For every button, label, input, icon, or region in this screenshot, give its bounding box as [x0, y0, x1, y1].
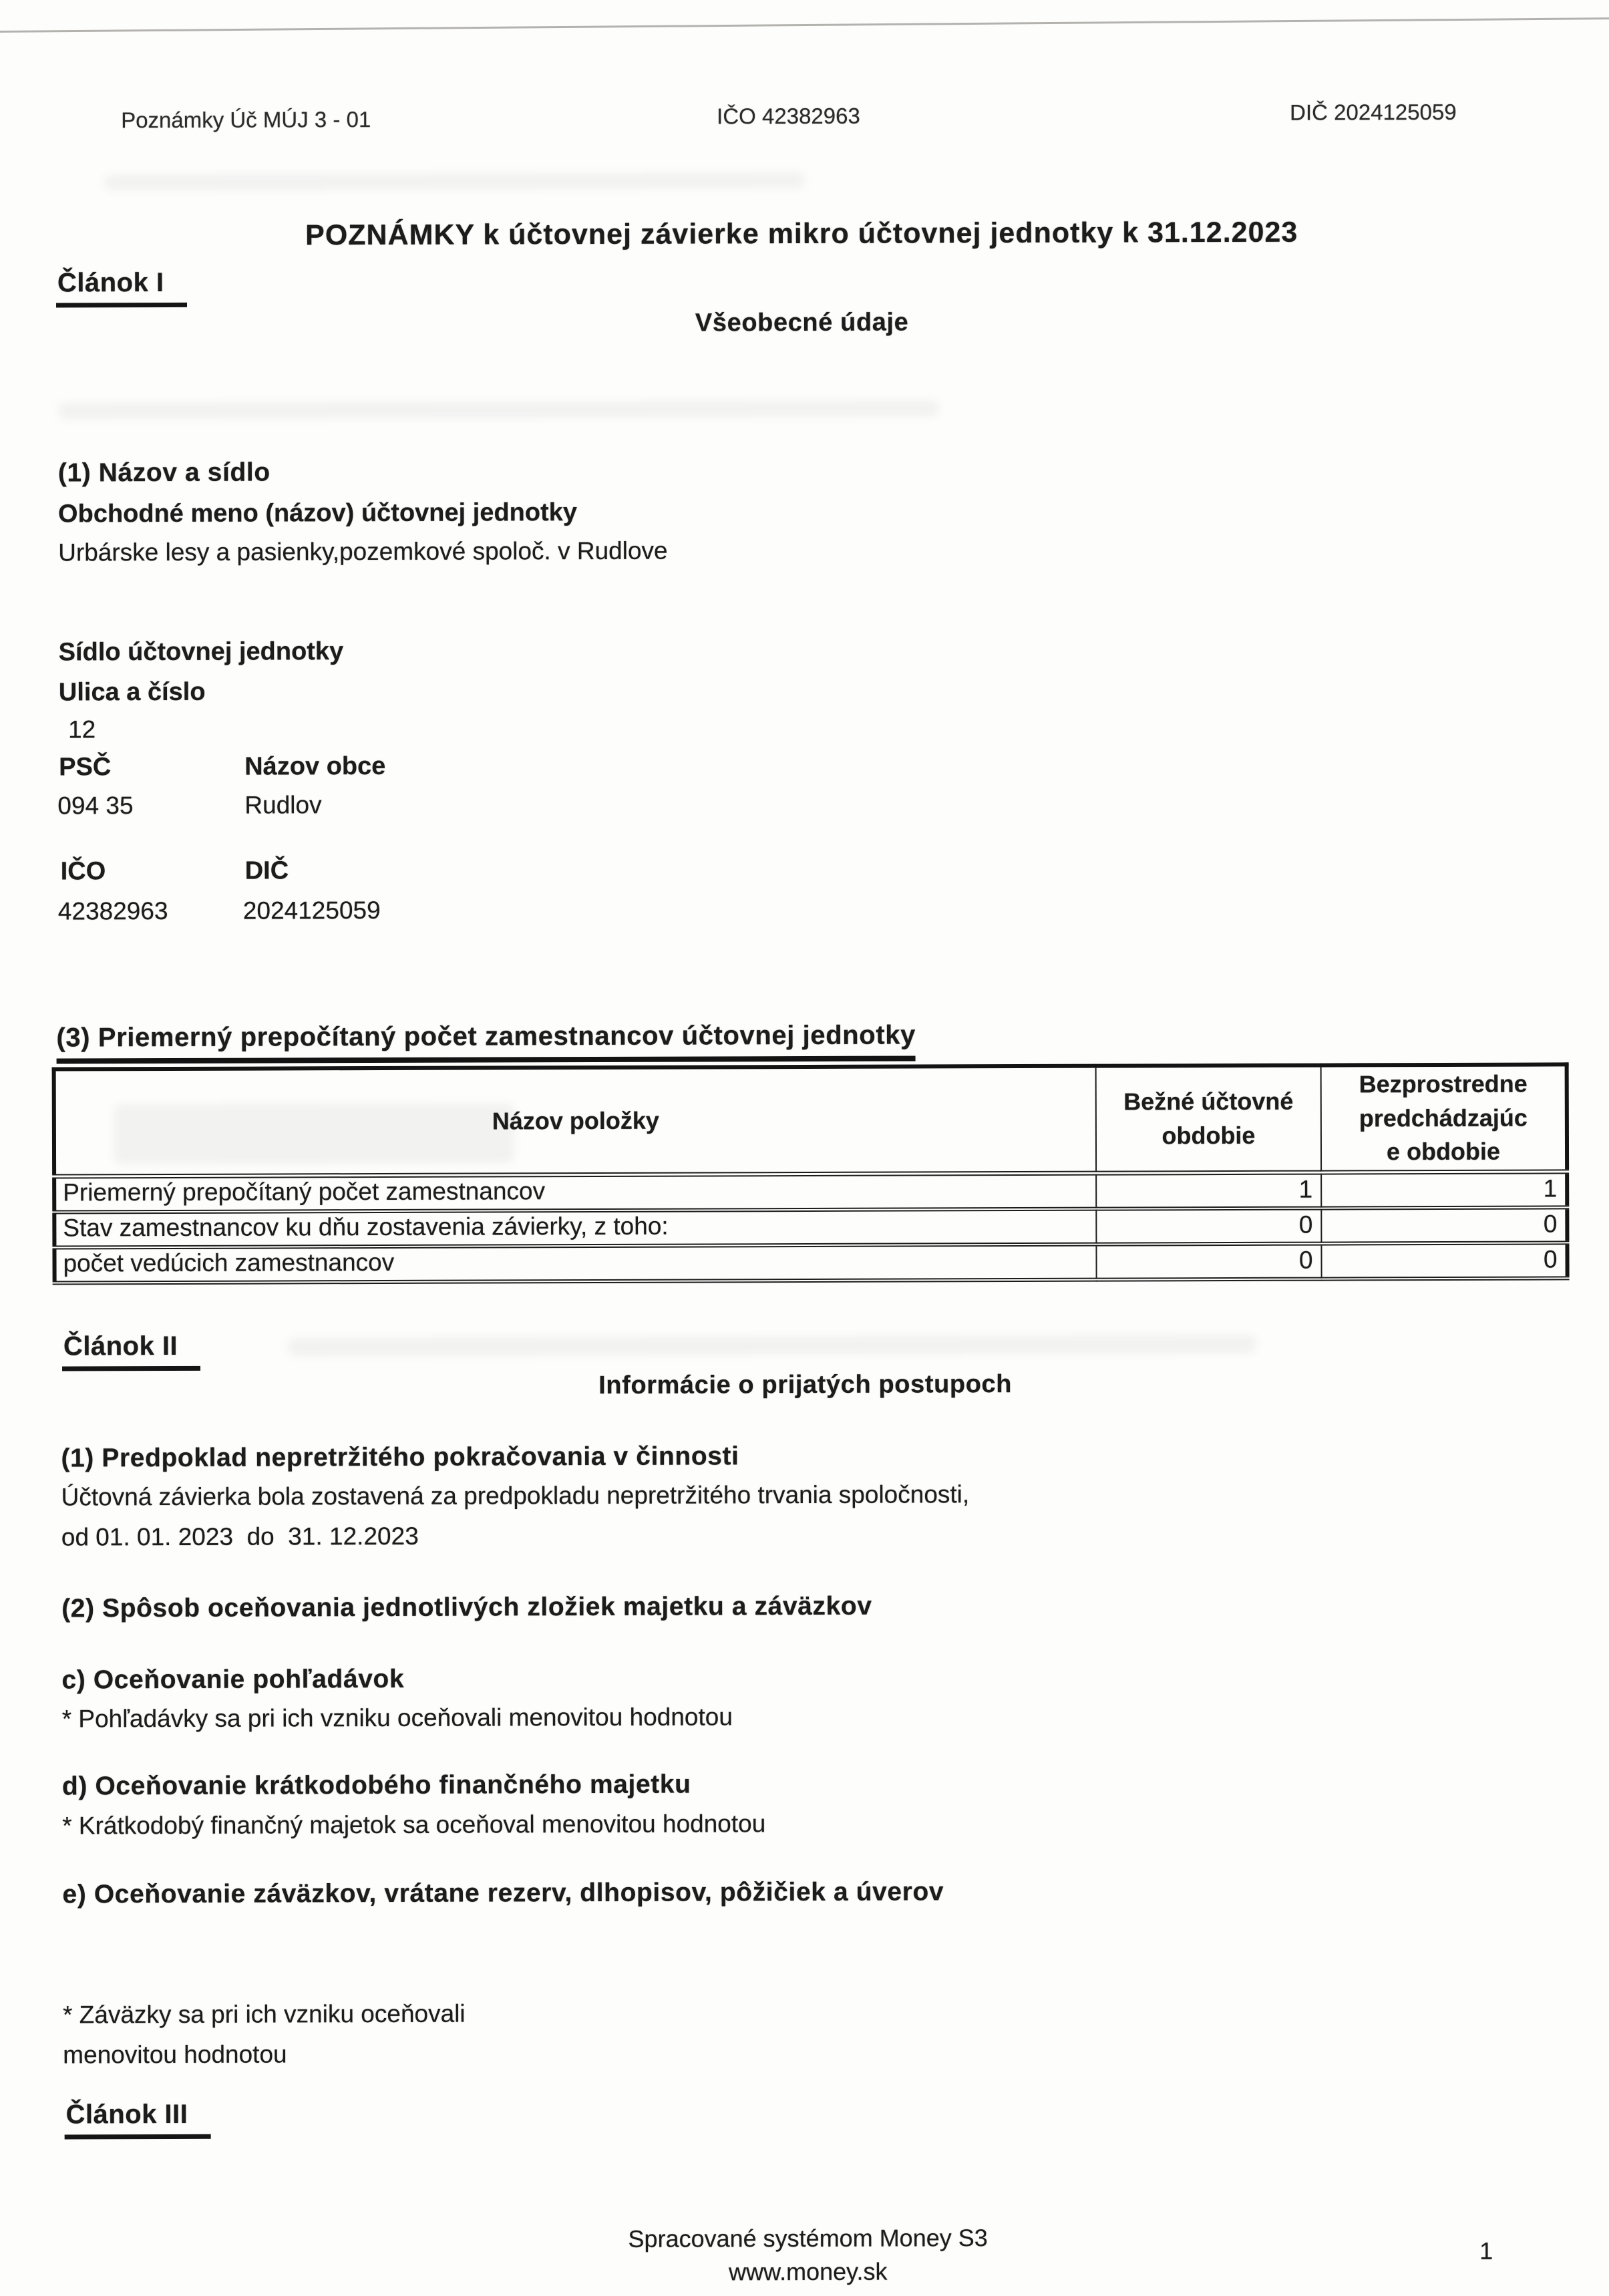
- form-code: Poznámky Úč MÚJ 3 - 01: [121, 107, 371, 133]
- seat-heading: Sídlo účtovnej jednotky: [58, 637, 344, 667]
- receivables-heading: c) Oceňovanie pohľadávok: [61, 1664, 405, 1695]
- row-current-value: 0: [1096, 1208, 1321, 1244]
- table-header-row: [54, 1064, 1567, 1176]
- table-row: [54, 1243, 1567, 1283]
- article-1-heading-wrap: [56, 268, 187, 299]
- accounting-period: od 01. 01. 2023 do 31. 12.2023: [61, 1522, 419, 1551]
- street-value: 12: [67, 715, 96, 744]
- town-label: Názov obce: [244, 752, 386, 781]
- valuation-heading: (2) Spôsob oceňovania jednotlivých zložiek majetku a záväzkov: [61, 1591, 872, 1623]
- short-term-assets-heading: d) Oceňovanie krátkodobého finančného majetku: [61, 1770, 691, 1801]
- employees-heading-wrap: [56, 1020, 916, 1053]
- table-col-header-item-name: Názov položky: [54, 1066, 1096, 1176]
- receivables-text: * Pohľadávky sa pri ich vzniku oceňovali menovitou hodnotou: [61, 1703, 733, 1733]
- going-concern-text: Účtovná závierka bola zostavená za predpokladu nepretržitého trvania spoločnosti,: [61, 1480, 970, 1511]
- town-value: Rudlov: [244, 791, 322, 819]
- ico-label: IČO: [60, 857, 106, 886]
- short-term-assets-text: * Krátkodobý finančný majetok sa oceňoval menovitou hodnotou: [62, 1810, 766, 1840]
- scan-smudge: [104, 172, 805, 190]
- row-current-value: 0: [1096, 1243, 1321, 1279]
- table-col-header-previous-period: Bezprostredne predchádzajúc e obdobie: [1321, 1064, 1568, 1172]
- general-info-subtitle: Všeobecné údaje: [695, 308, 909, 337]
- psc-label: PSČ: [59, 753, 112, 782]
- employees-heading: (3) Priemerný prepočítaný počet zamestnancov účtovnej jednotky: [56, 1020, 916, 1063]
- liabilities-heading: e) Oceňovanie záväzkov, vrátane rezerv, dlhopisov, pôžičiek a úverov: [62, 1877, 944, 1909]
- going-concern-heading: (1) Predpoklad nepretržitého pokračovania v činnosti: [61, 1442, 739, 1473]
- ico-number: IČO 42382963: [717, 103, 860, 129]
- psc-value: 094 35: [57, 792, 134, 820]
- scan-smudge: [57, 400, 939, 419]
- dic-value: 2024125059: [242, 896, 381, 925]
- table-row: [54, 1207, 1567, 1247]
- employees-table: [52, 1062, 1570, 1285]
- row-label: počet vedúcich zamestnancov: [54, 1244, 1096, 1283]
- document-title: POZNÁMKY k účtovnej závierke mikro účtovnej jednotky k 31.12.2023: [305, 216, 1298, 252]
- dic-label: DIČ: [244, 856, 289, 885]
- table-row: [54, 1171, 1567, 1212]
- street-label: Ulica a číslo: [58, 677, 206, 707]
- row-label: Priemerný prepočítaný počet zamestnancov: [54, 1173, 1096, 1212]
- article-1-heading: Článok I: [56, 268, 187, 308]
- article-2-heading: Článok II: [62, 1331, 200, 1371]
- footer-system-note: Spracované systémom Money S3: [628, 2224, 988, 2253]
- dic-number: DIČ 2024125059: [1290, 99, 1457, 125]
- table-col-header-current-period: Bežné účtovné obdobie: [1096, 1065, 1322, 1173]
- liabilities-text-line1: * Záväzky sa pri ich vzniku oceňovali: [63, 1999, 466, 2029]
- procedures-subtitle: Informácie o prijatých postupoch: [598, 1370, 1013, 1400]
- article-3-heading-wrap: [64, 2100, 210, 2130]
- article-3-heading: Článok III: [64, 2100, 210, 2140]
- liabilities-text-line2: menovitou hodnotou: [63, 2040, 287, 2069]
- scan-smudge: [288, 1335, 1256, 1357]
- row-previous-value: 0: [1321, 1243, 1567, 1279]
- footer-website: www.money.sk: [729, 2257, 888, 2286]
- business-name-label: Obchodné meno (názov) účtovnej jednotky: [57, 498, 578, 528]
- business-name-value: Urbárske lesy a pasienky,pozemkové spoloč. v Rudlove: [58, 536, 668, 566]
- row-previous-value: 1: [1321, 1171, 1567, 1208]
- employees-table-wrap: [52, 1062, 1570, 1285]
- row-label: Stav zamestnancov ku dňu zostavenia závierky, z toho:: [54, 1208, 1096, 1247]
- row-current-value: 1: [1096, 1172, 1321, 1209]
- name-seat-heading: (1) Názov a sídlo: [57, 458, 271, 488]
- page-number: 1: [1479, 2237, 1493, 2265]
- row-previous-value: 0: [1321, 1207, 1567, 1243]
- article-2-heading-wrap: [62, 1331, 200, 1362]
- ico-value: 42382963: [57, 896, 168, 925]
